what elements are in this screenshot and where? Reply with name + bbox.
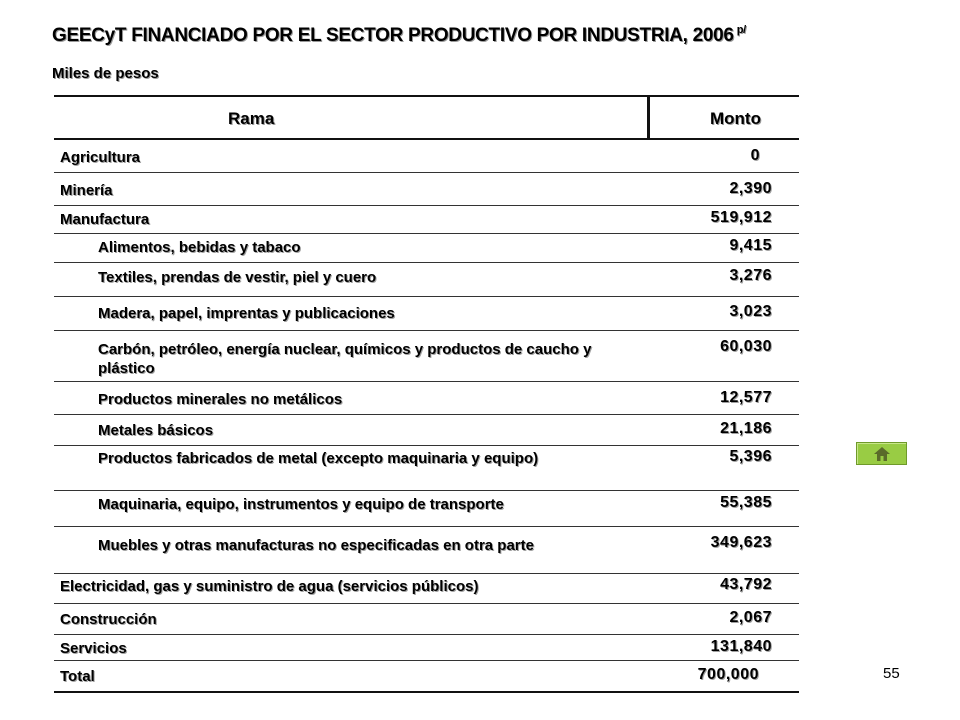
row-divider <box>54 381 799 382</box>
table-row-value: 43,792 <box>720 576 772 593</box>
table-row-value: 2,067 <box>729 609 772 626</box>
row-divider <box>54 233 799 234</box>
row-divider <box>54 262 799 263</box>
column-header-monto: Monto <box>710 109 761 128</box>
table-row-value: 3,276 <box>729 267 772 284</box>
table-row-value: 519,912 <box>710 209 772 226</box>
table-row-label: Alimentos, bebidas y tabaco <box>98 239 301 256</box>
page-title <box>52 24 746 47</box>
row-divider <box>54 445 799 446</box>
table-row-value: 131,840 <box>710 638 772 655</box>
row-divider <box>54 573 799 574</box>
row-divider <box>54 660 799 661</box>
row-divider <box>54 296 799 297</box>
header-bottom-rule <box>54 138 799 140</box>
home-icon <box>873 446 891 462</box>
table-row-value: 60,030 <box>720 338 772 355</box>
row-divider <box>54 603 799 604</box>
table-row-label: Manufactura <box>60 211 150 228</box>
table-row-label: Muebles y otras manufacturas no especificadas en otra parte <box>98 537 534 554</box>
table-row-label: Textiles, prendas de vestir, piel y cuero <box>98 269 377 286</box>
row-divider <box>54 172 799 173</box>
table-row-value: 21,186 <box>720 420 772 437</box>
table-top-rule <box>54 95 799 97</box>
row-divider <box>54 490 799 491</box>
table-row-label: Metales básicos <box>98 422 214 439</box>
table-row-label: Electricidad, gas y suministro de agua (servicios públicos) <box>60 578 479 595</box>
table-row-label: Carbón, petróleo, energía nuclear, químicos y productos de caucho y plástico <box>98 341 592 377</box>
row-divider <box>54 414 799 415</box>
table-row-value-total: 700,000 <box>697 666 759 683</box>
table-row-value: 55,385 <box>720 494 772 511</box>
table-row-label: Construcción <box>60 611 157 628</box>
table-row-value: 3,023 <box>729 303 772 320</box>
table-row-value: 2,390 <box>729 180 772 197</box>
row-divider <box>54 634 799 635</box>
page-number: 55 <box>883 665 900 682</box>
table-bottom-rule <box>54 691 799 693</box>
table-row-value: 12,577 <box>720 389 772 406</box>
row-divider <box>54 205 799 206</box>
row-divider <box>54 330 799 331</box>
title-text: GEECyT FINANCIADO POR EL SECTOR PRODUCTIVO POR INDUSTRIA, 2006 <box>52 25 734 46</box>
table-row-value: 349,623 <box>710 534 772 551</box>
table-row-label: Productos minerales no metálicos <box>98 391 343 408</box>
header-column-divider <box>647 97 650 140</box>
column-header-rama: Rama <box>228 109 275 128</box>
title-footnote-mark: p/ <box>736 24 746 36</box>
table-row-label: Maquinaria, equipo, instrumentos y equipo de transporte <box>98 496 504 513</box>
table-row-label: Servicios <box>60 640 127 657</box>
table-row-value: 9,415 <box>729 237 772 254</box>
units-subtitle: Miles de pesos <box>52 65 159 82</box>
table-row-label: Agricultura <box>60 149 141 166</box>
table-row-value: 0 <box>750 147 760 164</box>
table-row-label: Madera, papel, imprentas y publicaciones <box>98 305 395 322</box>
table-row-value: 5,396 <box>729 448 772 465</box>
row-divider <box>54 526 799 527</box>
table-row-label: Minería <box>60 182 113 199</box>
table-row-label: Total <box>60 668 95 685</box>
home-button[interactable] <box>856 442 907 465</box>
table-row-label: Productos fabricados de metal (excepto maquinaria y equipo) <box>98 450 539 467</box>
